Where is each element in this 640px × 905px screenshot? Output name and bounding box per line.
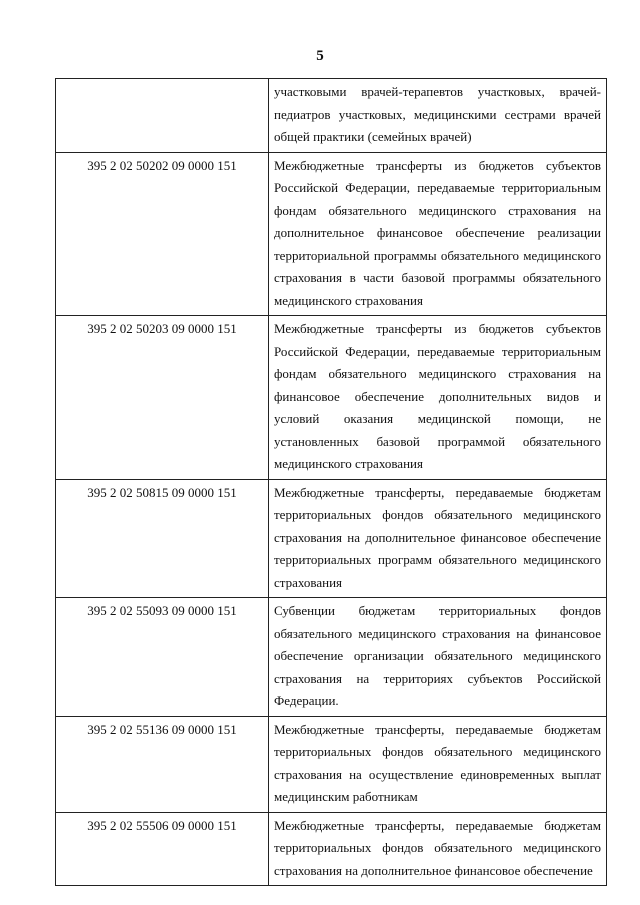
code-cell: 395 2 02 55093 09 0000 151 — [56, 598, 269, 717]
description-cell: Межбюджетные трансферты из бюджетов субъектов Российской Федерации, передаваемые территориальным фондам обязательного медицинского страхования на финансовое обеспечение дополнительных видов и условий оказания медицинской помощи, не установленных базовой программой обязательного медицинского страхования — [269, 316, 607, 480]
budget-classification-table — [55, 78, 607, 886]
table-row — [56, 479, 607, 598]
description-cell: Межбюджетные трансферты, передаваемые бюджетам территориальных фондов обязательного медицинского страхования на дополнительное финансовое обеспечение — [269, 812, 607, 886]
table-row — [56, 812, 607, 886]
description-cell: Межбюджетные трансферты из бюджетов субъектов Российской Федерации, передаваемые территориальным фондам обязательного медицинского страхования на дополнительное финансовое обеспечение реализации территориальной программы обязательного медицинского страхования в части базовой программы обязательного медицинского страхования — [269, 152, 607, 316]
description-cell: участковыми врачей-терапевтов участковых, врачей-педиатров участковых, медицинскими сестрами врачей общей практики (семейных врачей) — [269, 79, 607, 153]
code-cell — [56, 79, 269, 153]
description-cell: Межбюджетные трансферты, передаваемые бюджетам территориальных фондов обязательного медицинского страхования на дополнительное финансовое обеспечение территориальных программ обязательного медицинского страхования — [269, 479, 607, 598]
description-cell: Межбюджетные трансферты, передаваемые бюджетам территориальных фондов обязательного медицинского страхования на осуществление единовременных выплат медицинским работникам — [269, 716, 607, 812]
code-cell: 395 2 02 55136 09 0000 151 — [56, 716, 269, 812]
table-row — [56, 716, 607, 812]
page-number: 5 — [316, 48, 324, 64]
table-row — [56, 152, 607, 316]
code-cell: 395 2 02 55506 09 0000 151 — [56, 812, 269, 886]
table-row — [56, 79, 607, 153]
code-cell: 395 2 02 50815 09 0000 151 — [56, 479, 269, 598]
description-cell: Субвенции бюджетам территориальных фондов обязательного медицинского страхования на финансовое обеспечение организации обязательного медицинского страхования на территориях субъектов Российской Федерации. — [269, 598, 607, 717]
code-cell: 395 2 02 50203 09 0000 151 — [56, 316, 269, 480]
code-cell: 395 2 02 50202 09 0000 151 — [56, 152, 269, 316]
table-row — [56, 598, 607, 717]
table-row — [56, 316, 607, 480]
